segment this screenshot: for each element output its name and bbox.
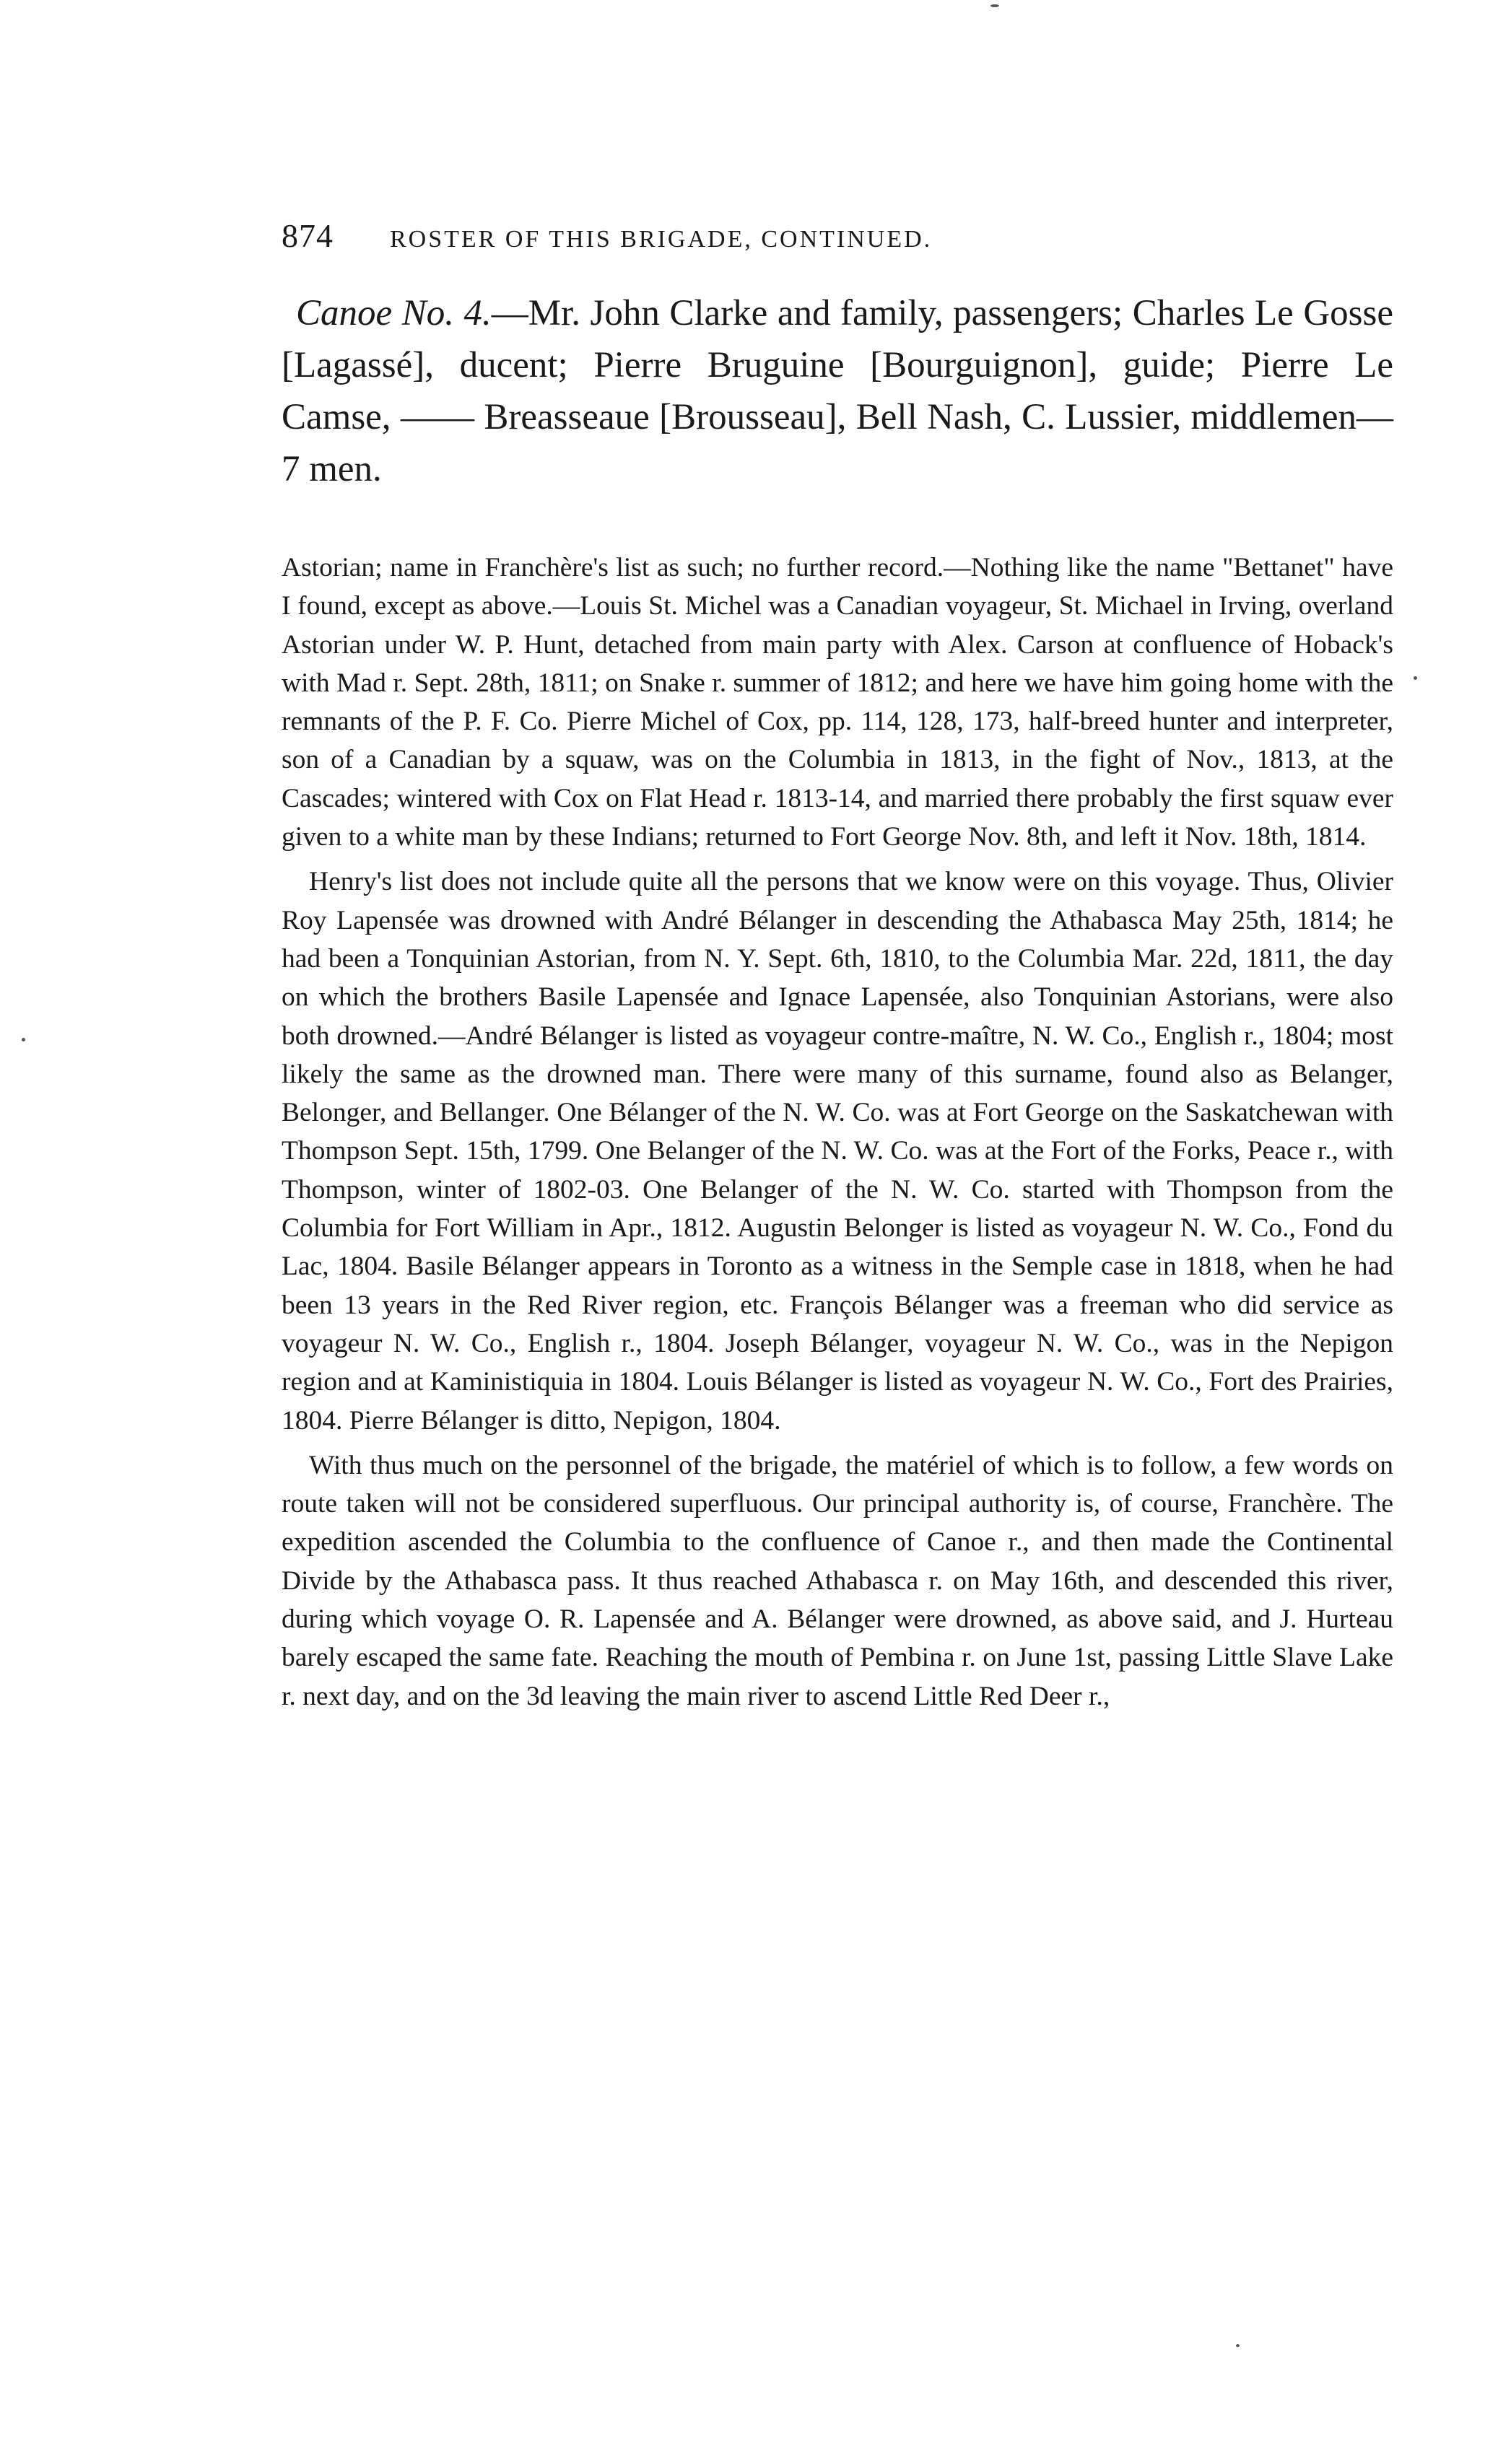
footnotes bbox=[282, 549, 1393, 1716]
canoe-label: Canoe No. 4. bbox=[296, 293, 492, 333]
scan-speck-left bbox=[22, 1038, 25, 1041]
running-head: ROSTER OF THIS BRIGADE, CONTINUED. bbox=[390, 226, 933, 253]
note-paragraph-2: Henry's list does not include quite all the persons that we know were on this voyage. Thus, Olivier Roy Lapensée was drowned with André Bélanger in descending the Athabasca May 25th, 1814; he had been a Tonquinian Astorian, from N. Y. Sept. 6th, 1810, to the Columbia Mar. 22d, 1811, the day on which the brothers Basile Lapensée and Ignace Lapensée, also Tonquinian Astorians, were also both drowned.—André Bélanger is listed as voyageur contre-maître, N. W. Co., English r., 1804; most likely the same as the drowned man. There were many of this surname, found also as Belanger, Belonger, and Bellanger. One Bélanger of the N. W. Co. was at Fort George on the Saskatchewan with Thompson Sept. 15th, 1799. One Belanger of the N. W. Co. was at the Fort of the Forks, Peace r., with Thompson, winter of 1802-03. One Belanger of the N. W. Co. started with Thompson from the Columbia for Fort William in Apr., 1812. Augustin Belonger is listed as voyageur N. W. Co., Fond du Lac, 1804. Basile Bélanger appears in Toronto as a witness in the Semple case in 1818, when he had been 13 years in the Red River region, etc. François Bélanger was a freeman who did service as voyageur N. W. Co., English r., 1804. Joseph Bélanger, voyageur N. W. Co., was in the Nepigon region and at Kaministiquia in 1804. Louis Bélanger is listed as voyageur N. W. Co., Fort des Prairies, 1804. Pierre Bélanger is ditto, Nepigon, 1804. bbox=[282, 867, 1393, 1436]
note-paragraph-3: With thus much on the personnel of the brigade, the matériel of which is to follow, a few words on route taken will not be considered superfluous. Our principal authority is, of course, Franchère. The expedition ascended the Columbia to the confluence of Canoe r., and then made the Continental Divide by the Athabasca pass. It thus reached Athabasca r. on May 16th, and descended this river, during which voyage O. R. Lapensée and A. Bélanger were drowned, as above said, and J. Hurteau barely escaped the same fate. Reaching the mouth of Pembina r. on June 1st, passing Little Slave Lake r. next day, and on the 3d leaving the main river to ascend Little Red Deer r., bbox=[282, 1450, 1393, 1711]
canoe-entry bbox=[282, 287, 1393, 495]
text-column bbox=[282, 217, 1393, 1716]
scan-speck-top bbox=[990, 4, 999, 7]
canoe-text: —Mr. John Clarke and family, passengers; Charles Le Gosse [Lagassé], ducent; Pierre Bruguine [Bourguignon], guide; Pierre Le Camse, —— Breasseaue [Brousseau], Bell Nash, C. Lussier, middlemen—7 men. bbox=[282, 293, 1393, 489]
page-header bbox=[282, 217, 1393, 274]
scan-speck-bottom bbox=[1236, 2344, 1240, 2347]
page-number: 874 bbox=[282, 217, 334, 254]
scan-speck-right bbox=[1414, 676, 1417, 680]
note-paragraph-1: Astorian; name in Franchère's list as such; no further record.—Nothing like the name "Bettanet" have I found, except as above.—Louis St. Michel was a Canadian voyageur, St. Michael in Irving, overland Astorian under W. P. Hunt, detached from main party with Alex. Carson at confluence of Hoback's with Mad r. Sept. 28th, 1811; on Snake r. summer of 1812; and here we have him going home with the remnants of the P. F. Co. Pierre Michel of Cox, pp. 114, 128, 173, half-breed hunter and interpreter, son of a Canadian by a squaw, was on the Columbia in 1813, in the fight of Nov., 1813, at the Cascades; wintered with Cox on Flat Head r. 1813-14, and married there probably the first squaw ever given to a white man by these Indians; returned to Fort George Nov. 8th, and left it Nov. 18th, 1814. bbox=[282, 553, 1393, 852]
